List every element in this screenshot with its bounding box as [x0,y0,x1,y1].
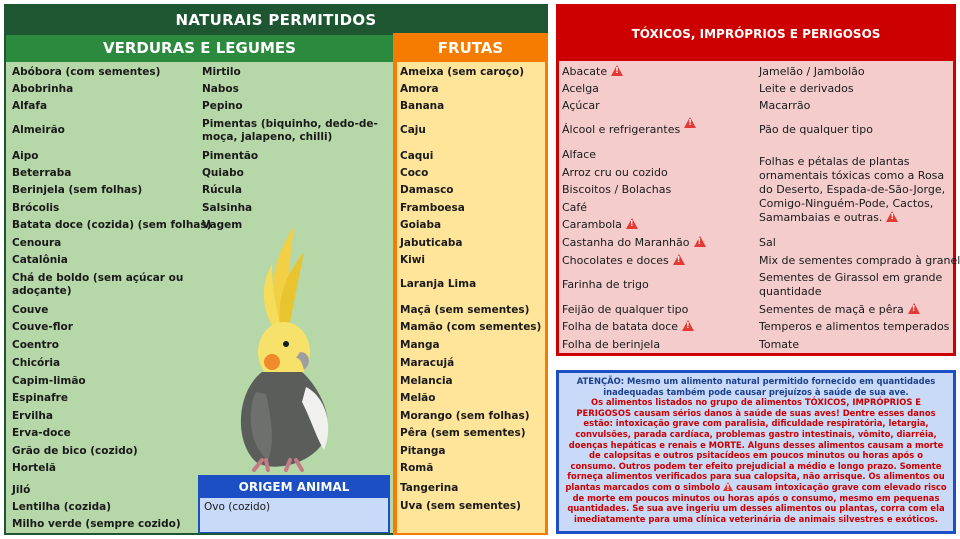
permitted-title: NATURAIS PERMITIDOS [175,11,377,29]
list-item: Abacate! [562,65,623,79]
list-item: Brócolis [12,202,60,214]
list-item: Sementes de maçã e pêra! [759,303,920,317]
list-item: Maçã (sem sementes) [400,304,530,316]
list-item: Chocolates e doces! [562,254,685,268]
list-item: Berinjela (sem folhas) [12,184,143,196]
list-item: Manga [400,339,440,351]
list-item: Mamão (com sementes) [400,321,542,333]
list-item: Chicória [12,357,61,369]
warning-icon [684,117,696,128]
list-item: Milho verde (sempre cozido) [12,518,181,530]
list-item: Caqui [400,150,434,162]
list-item: Jiló [12,484,31,496]
list-item: Chá de boldo (sem açúcar ou adoçante) [12,272,184,297]
list-item: Farinha de trigo [562,278,649,291]
list-item: Laranja Lima [400,278,477,290]
list-item: Pimentão [202,150,259,162]
list-item: Cenoura [12,237,62,249]
list-item: Açúcar [562,99,600,112]
vegetables-header: VERDURAS E LEGUMES [6,35,393,62]
warning-icon [626,218,638,229]
list-item: Coentro [12,339,59,351]
list-item: Uva (sem sementes) [400,500,521,512]
list-item: Ameixa (sem caroço) [400,66,525,78]
list-item: Ovo (cozido) [204,501,271,513]
list-item: Tangerina [400,482,459,494]
list-item: Alfafa [12,100,48,112]
list-item: Pimentas (biquinho, dedo-de-moça, jalapeno, chilli) [202,118,378,143]
list-item: Castanha do Maranhão! [562,236,706,250]
list-item: Couve-flor [12,321,73,333]
list-item: Pêra (sem sementes) [400,427,526,439]
list-item: Jabuticaba [400,237,463,249]
list-item: Rúcula [202,184,242,196]
toxic-list [559,61,960,353]
attention-text [559,373,953,531]
list-item: Pepino [202,100,243,112]
list-item: Leite e derivados [759,82,854,95]
list-item: Almeirão [12,124,65,136]
list-item: Salsinha [202,202,253,214]
list-item: Batata doce (cozida) (sem folhas) [12,219,212,231]
list-item: Aipo [12,150,39,162]
list-item: Melancia [400,375,453,387]
warning-icon [682,320,694,331]
list-item: Mix de sementes comprado à granel [759,254,960,267]
list-item: Nabos [202,83,239,95]
attention-details: Os alimentos listados no grupo de alimentos TÓXICOS, IMPRÓPRIOS E PERIGOSOS causam sérios danos à saúde de suas aves! Dentre esses danos estão: intoxicação grave com paralisia, dificuldade respiratória, letargia, convulsões, parada cardíaca, problemas gastro intestinais, vômito, diarréia, doenças hepáticas e renais e MORTE. Alguns desses alimentos causam a morte de calopsitas e outros psitacídeos em poucos minutos ou horas após o consumo. Outros podem ter efeito prejudicial a médio e longo prazo. Somente forneça alimentos verificados para sua calopsita, não arrisque. Os alimentos ou plantas marcados com o simbolo! causam intoxicação grave com elevado risco de morte em poucos minutos ou horas após o consumo, mesmo em pequenas quantidades. Se sua ave ingeriu um desses alimentos ou plantas, corra com ela imediatamente para uma clínica veterinária de animais silvestres e exóticos. [565,397,947,524]
list-item: Temperos e alimentos temperados [759,320,950,333]
list-item: Hortelã [12,462,57,474]
list-item: Grão de bico (cozido) [12,445,138,457]
list-item: Capim-limão [12,375,86,387]
warning-icon [908,303,920,314]
list-item: Alface [562,148,597,161]
list-item: Banana [400,100,445,112]
list-item: Jamelão / Jambolão [759,65,865,78]
list-item: Biscoitos / Bolachas [562,183,672,196]
list-item: Amora [400,83,439,95]
warning-icon [694,236,706,247]
list-item: Carambola! [562,218,638,232]
list-item: Quiabo [202,167,244,179]
warning-icon [611,65,623,76]
list-item: Coco [400,167,429,179]
attention-warning: ATENÇÃO: Mesmo um alimento natural permitido fornecido em quantidades inadequadas também pode causar prejuízos à saúde de sua ave. [576,376,936,397]
list-item: Folhas e pétalas de plantas ornamentais tóxicas como a Rosa do Deserto, Espada-de-São-Jorge, Comigo-Ninguém-Pode, Cactos, Samambaias e outras.! [759,155,951,225]
list-item: Acelga [562,82,599,95]
list-item: Macarrão [759,99,811,112]
list-item: Espinafre [12,392,68,404]
list-item: Folha de batata doce! [562,320,694,334]
list-item: Catalônia [12,254,68,266]
list-item: Mirtilo [202,66,241,78]
list-item: Pão de qualquer tipo [759,123,873,136]
fruits-header: FRUTAS [395,35,546,62]
list-item: Abobrinha [12,83,74,95]
animal-origin-list [200,498,388,532]
list-item: Sementes de Girassol em grande quantidade [759,271,943,298]
list-item: Melão [400,392,436,404]
list-item: Folha de berinjela [562,338,661,351]
list-item: Kiwi [400,254,426,266]
vegetables-list [6,62,393,533]
list-item: Tomate [759,338,800,351]
list-item: Ervilha [12,410,53,422]
toxic-title: TÓXICOS, IMPRÓPRIOS E PERIGOSOS [631,27,881,41]
list-item: Álcool e refrigerantes! [562,123,696,137]
list-item: Couve [12,304,49,316]
animal-origin-header: ORIGEM ANIMAL [238,480,350,494]
list-item: Beterraba [12,167,72,179]
list-item: Feijão de qualquer tipo [562,303,689,316]
list-item: Damasco [400,184,454,196]
list-item: Abóbora (com sementes) [12,66,161,78]
list-item: Vagem [202,219,243,231]
list-item: Café [562,201,588,214]
list-item: Lentilha (cozida) [12,501,112,513]
cockatiel-illustration [206,212,356,472]
list-item: Goiaba [400,219,442,231]
list-item: Sal [759,236,776,249]
list-item: Morango (sem folhas) [400,410,530,422]
list-item: Caju [400,124,426,136]
warning-icon [886,211,898,222]
warning-icon [673,254,685,265]
list-item: Romã [400,462,434,474]
list-item: Maracujá [400,357,455,369]
list-item: Framboesa [400,202,465,214]
list-item: Erva-doce [12,427,71,439]
list-item: Pitanga [400,445,446,457]
warning-icon [723,482,733,491]
list-item: Arroz cru ou cozido [562,166,668,179]
fruits-list [397,62,545,533]
